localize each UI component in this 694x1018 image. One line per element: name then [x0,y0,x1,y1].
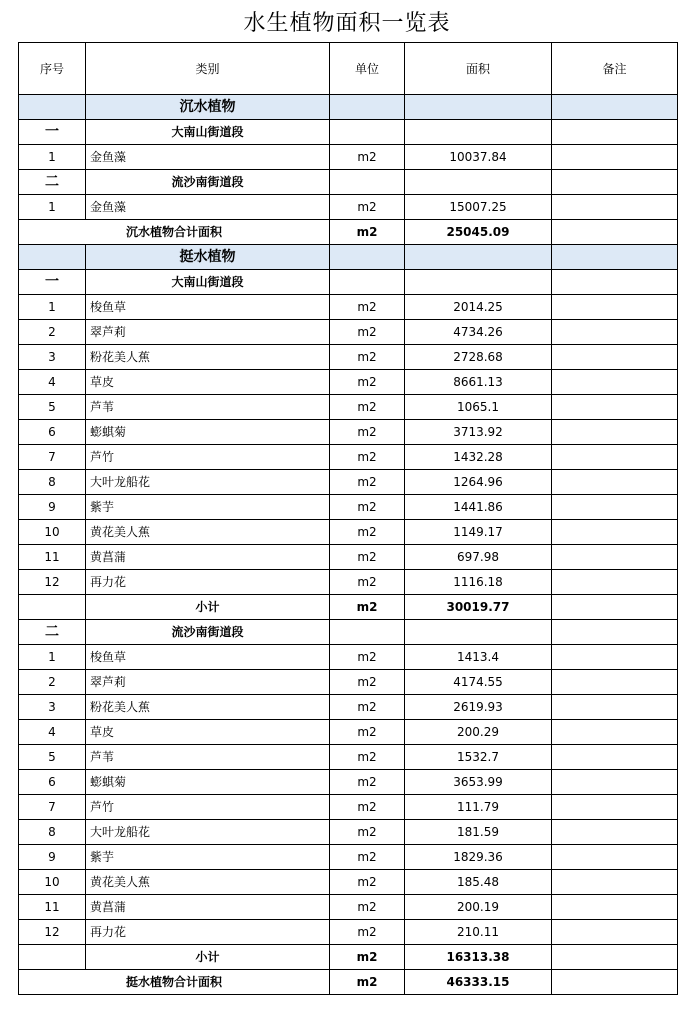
cell-area: 1829.36 [405,845,552,870]
cell-unit: m2 [330,670,405,695]
cell-category: 芦苇 [86,745,330,770]
cell-category: 芦竹 [86,445,330,470]
cell-category: 紫芋 [86,495,330,520]
table-row [19,745,678,770]
subtotal-row [19,945,678,970]
table-row [19,495,678,520]
cell-index [19,245,86,270]
cell-unit: m2 [330,645,405,670]
cell-category: 紫芋 [86,845,330,870]
cell-remarks [552,145,678,170]
cell-area [405,620,552,645]
table-row [19,195,678,220]
cell-unit: m2 [330,845,405,870]
cell-area: 697.98 [405,545,552,570]
cell-index [19,95,86,120]
table-row [19,845,678,870]
cell-index: 12 [19,570,86,595]
cell-category: 小计 [86,595,330,620]
table-row [19,645,678,670]
cell-remarks [552,620,678,645]
cell-category: 金鱼藻 [86,145,330,170]
cell-category: 草皮 [86,720,330,745]
cell-remarks [552,520,678,545]
cell-index: 4 [19,720,86,745]
cell-category: 芦苇 [86,395,330,420]
cell-area: 1264.96 [405,470,552,495]
cell-area: 1116.18 [405,570,552,595]
table-row [19,520,678,545]
cell-unit: m2 [330,595,405,620]
cell-area: 2014.25 [405,295,552,320]
cell-area: 200.29 [405,720,552,745]
cell-index: 11 [19,895,86,920]
cell-remarks [552,220,678,245]
cell-category: 蟛蜞菊 [86,420,330,445]
table-row [19,145,678,170]
cell-area: 16313.38 [405,945,552,970]
cell-remarks [552,395,678,420]
table-row [19,895,678,920]
cell-index: 11 [19,545,86,570]
cell-unit: m2 [330,820,405,845]
table-row [19,420,678,445]
cell-index: 9 [19,845,86,870]
cell-unit: m2 [330,920,405,945]
cell-remarks [552,245,678,270]
cell-index: 9 [19,495,86,520]
cell-category: 芦竹 [86,795,330,820]
table-row [19,770,678,795]
cell-area: 3713.92 [405,420,552,445]
cell-remarks [552,745,678,770]
cell-index [19,945,86,970]
cell-area: 1432.28 [405,445,552,470]
cell-index: 1 [19,195,86,220]
cell-category: 粉花美人蕉 [86,345,330,370]
cell-index [19,595,86,620]
cell-remarks [552,370,678,395]
cell-unit [330,170,405,195]
cell-remarks [552,345,678,370]
cell-index: 10 [19,870,86,895]
cell-area: 8661.13 [405,370,552,395]
cell-area: 46333.15 [405,970,552,995]
cell-area: 210.11 [405,920,552,945]
cell-unit: m2 [330,570,405,595]
cell-area [405,120,552,145]
cell-area: 1149.17 [405,520,552,545]
cell-index: 1 [19,295,86,320]
cell-unit: m2 [330,195,405,220]
table-row [19,345,678,370]
cell-area: 1413.4 [405,645,552,670]
cell-unit [330,120,405,145]
cell-category: 黄菖蒲 [86,545,330,570]
cell-area: 1065.1 [405,395,552,420]
category-row [19,95,678,120]
cell-remarks [552,195,678,220]
cell-unit: m2 [330,295,405,320]
cell-remarks [552,895,678,920]
table-row [19,920,678,945]
cell-category: 小计 [86,945,330,970]
table-row [19,545,678,570]
cell-area: 4734.26 [405,320,552,345]
table-row [19,870,678,895]
cell-index: 3 [19,695,86,720]
cell-category: 草皮 [86,370,330,395]
cell-category: 大叶龙船花 [86,820,330,845]
cell-unit: m2 [330,720,405,745]
cell-remarks [552,295,678,320]
cell-unit [330,245,405,270]
cell-index: 10 [19,520,86,545]
cell-area [405,170,552,195]
cell-remarks [552,845,678,870]
table-row [19,570,678,595]
cell-index: 8 [19,820,86,845]
cell-area: 185.48 [405,870,552,895]
table-row [19,795,678,820]
table-row [19,695,678,720]
cell-remarks [552,670,678,695]
cell-remarks [552,720,678,745]
cell-category: 挺水植物 [86,245,330,270]
cell-category: 梭鱼草 [86,645,330,670]
cell-remarks [552,595,678,620]
table-row [19,295,678,320]
table-row [19,395,678,420]
table-header-row [19,43,678,95]
cell-unit [330,95,405,120]
table-row [19,670,678,695]
cell-remarks [552,120,678,145]
cell-category: 沉水植物 [86,95,330,120]
cell-category: 流沙南街道段 [86,620,330,645]
cell-area [405,270,552,295]
cell-category: 大南山街道段 [86,270,330,295]
cell-remarks [552,420,678,445]
cell-area: 30019.77 [405,595,552,620]
cell-category: 大南山街道段 [86,120,330,145]
header-unit: 单位 [330,43,405,95]
cell-area: 111.79 [405,795,552,820]
cell-remarks [552,445,678,470]
cell-index: 5 [19,395,86,420]
cell-index: 6 [19,770,86,795]
cell-category: 黄花美人蕉 [86,520,330,545]
cell-unit: m2 [330,520,405,545]
cell-unit: m2 [330,745,405,770]
table-row [19,320,678,345]
cell-unit: m2 [330,795,405,820]
cell-remarks [552,795,678,820]
cell-index: 1 [19,645,86,670]
table-row [19,820,678,845]
cell-category: 蟛蜞菊 [86,770,330,795]
cell-remarks [552,870,678,895]
cell-remarks [552,920,678,945]
cell-area: 4174.55 [405,670,552,695]
cell-index: 2 [19,670,86,695]
cell-remarks [552,945,678,970]
cell-remarks [552,970,678,995]
cell-unit: m2 [330,470,405,495]
cell-index: 6 [19,420,86,445]
cell-index: 1 [19,145,86,170]
header-index: 序号 [19,43,86,95]
cell-unit: m2 [330,395,405,420]
cell-category: 再力花 [86,570,330,595]
cell-unit [330,620,405,645]
cell-area: 10037.84 [405,145,552,170]
aquatic-plant-area-table [18,42,678,995]
section-row [19,270,678,295]
cell-area [405,245,552,270]
cell-unit: m2 [330,220,405,245]
total-label: 挺水植物合计面积 [19,970,330,995]
cell-area: 2619.93 [405,695,552,720]
cell-index: 12 [19,920,86,945]
cell-unit: m2 [330,420,405,445]
cell-remarks [552,645,678,670]
cell-remarks [552,820,678,845]
cell-unit: m2 [330,320,405,345]
cell-index: 7 [19,445,86,470]
cell-remarks [552,270,678,295]
cell-area: 25045.09 [405,220,552,245]
cell-unit: m2 [330,345,405,370]
cell-category: 黄花美人蕉 [86,870,330,895]
cell-area: 181.59 [405,820,552,845]
cell-remarks [552,545,678,570]
cell-unit: m2 [330,895,405,920]
section-row [19,120,678,145]
cell-unit: m2 [330,770,405,795]
cell-remarks [552,320,678,345]
cell-area [405,95,552,120]
cell-unit: m2 [330,445,405,470]
cell-remarks [552,495,678,520]
cell-remarks [552,770,678,795]
cell-category: 黄菖蒲 [86,895,330,920]
cell-area: 15007.25 [405,195,552,220]
cell-index: 5 [19,745,86,770]
cell-area: 1441.86 [405,495,552,520]
cell-index: 3 [19,345,86,370]
table-row [19,470,678,495]
cell-remarks [552,570,678,595]
cell-index: 一 [19,120,86,145]
cell-unit: m2 [330,145,405,170]
cell-category: 再力花 [86,920,330,945]
total-row [19,220,678,245]
cell-unit: m2 [330,370,405,395]
cell-category: 翠芦莉 [86,670,330,695]
cell-category: 翠芦莉 [86,320,330,345]
cell-index: 一 [19,270,86,295]
cell-index: 二 [19,170,86,195]
cell-unit: m2 [330,695,405,720]
cell-remarks [552,470,678,495]
cell-unit: m2 [330,545,405,570]
cell-category: 梭鱼草 [86,295,330,320]
section-row [19,170,678,195]
cell-unit: m2 [330,495,405,520]
cell-category: 大叶龙船花 [86,470,330,495]
table-body [19,95,678,995]
cell-category: 粉花美人蕉 [86,695,330,720]
cell-unit: m2 [330,945,405,970]
cell-category: 流沙南街道段 [86,170,330,195]
cell-index: 7 [19,795,86,820]
cell-area: 200.19 [405,895,552,920]
cell-index: 二 [19,620,86,645]
cell-remarks [552,695,678,720]
cell-area: 3653.99 [405,770,552,795]
cell-unit [330,270,405,295]
cell-index: 4 [19,370,86,395]
table-row [19,445,678,470]
cell-area: 1532.7 [405,745,552,770]
subtotal-row [19,595,678,620]
header-remarks: 备注 [552,43,678,95]
total-label: 沉水植物合计面积 [19,220,330,245]
cell-area: 2728.68 [405,345,552,370]
total-row [19,970,678,995]
table-row [19,720,678,745]
cell-index: 8 [19,470,86,495]
cell-category: 金鱼藻 [86,195,330,220]
cell-remarks [552,95,678,120]
cell-remarks [552,170,678,195]
table-row [19,370,678,395]
cell-unit: m2 [330,870,405,895]
category-row [19,245,678,270]
header-area: 面积 [405,43,552,95]
cell-index: 2 [19,320,86,345]
header-category: 类别 [86,43,330,95]
section-row [19,620,678,645]
page-title: 水生植物面积一览表 [243,11,451,36]
cell-unit: m2 [330,970,405,995]
